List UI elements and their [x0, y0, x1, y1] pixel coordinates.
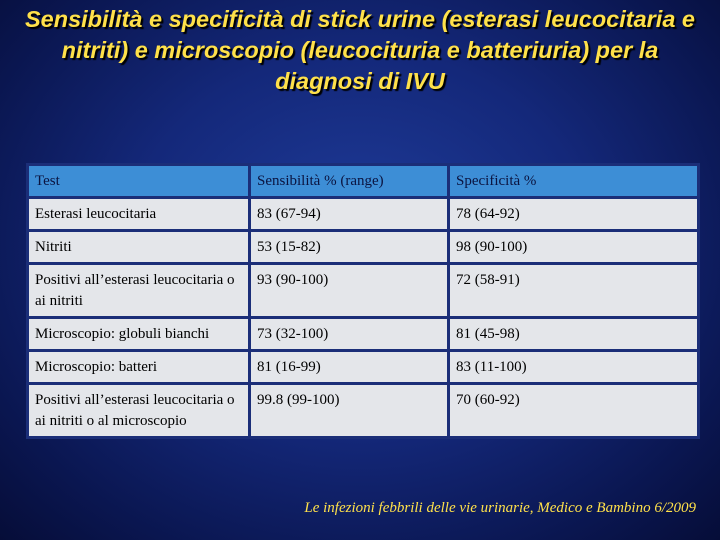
cell-specificity: 72 (58-91) [449, 264, 699, 318]
cell-sensitivity: 53 (15-82) [250, 231, 449, 264]
slide-title: Sensibilità e specificità di stick urine (esterasi leucocitaria e nitriti) e microscopio (leucocituria e batteriuria) per la diagnosi di IVU [24, 6, 696, 94]
header-sensitivity: Sensibilità % (range) [250, 165, 449, 198]
cell-specificity: 70 (60-92) [449, 384, 699, 438]
cell-sensitivity: 81 (16-99) [250, 351, 449, 384]
cell-specificity: 81 (45-98) [449, 318, 699, 351]
cell-specificity: 83 (11-100) [449, 351, 699, 384]
cell-sensitivity: 83 (67-94) [250, 198, 449, 231]
table-header-row [28, 165, 699, 198]
table-row [28, 384, 699, 438]
table-row [28, 318, 699, 351]
cell-sensitivity: 93 (90-100) [250, 264, 449, 318]
table-row [28, 351, 699, 384]
table-row [28, 264, 699, 318]
header-test: Test [28, 165, 250, 198]
cell-test: Microscopio: globuli bianchi [28, 318, 250, 351]
cell-specificity: 98 (90-100) [449, 231, 699, 264]
cell-test: Positivi all’esterasi leucocitaria o ai nitriti o al microscopio [28, 384, 250, 438]
cell-sensitivity: 99.8 (99-100) [250, 384, 449, 438]
source-citation: Le infezioni febbrili delle vie urinarie, Medico e Bambino 6/2009 [304, 500, 696, 516]
cell-test: Microscopio: batteri [28, 351, 250, 384]
results-table [26, 163, 700, 439]
cell-test: Esterasi leucocitaria [28, 198, 250, 231]
table-row [28, 231, 699, 264]
cell-sensitivity: 73 (32-100) [250, 318, 449, 351]
cell-specificity: 78 (64-92) [449, 198, 699, 231]
cell-test: Positivi all’esterasi leucocitaria o ai nitriti [28, 264, 250, 318]
table-row [28, 198, 699, 231]
cell-test: Nitriti [28, 231, 250, 264]
header-specificity: Specificità % [449, 165, 699, 198]
